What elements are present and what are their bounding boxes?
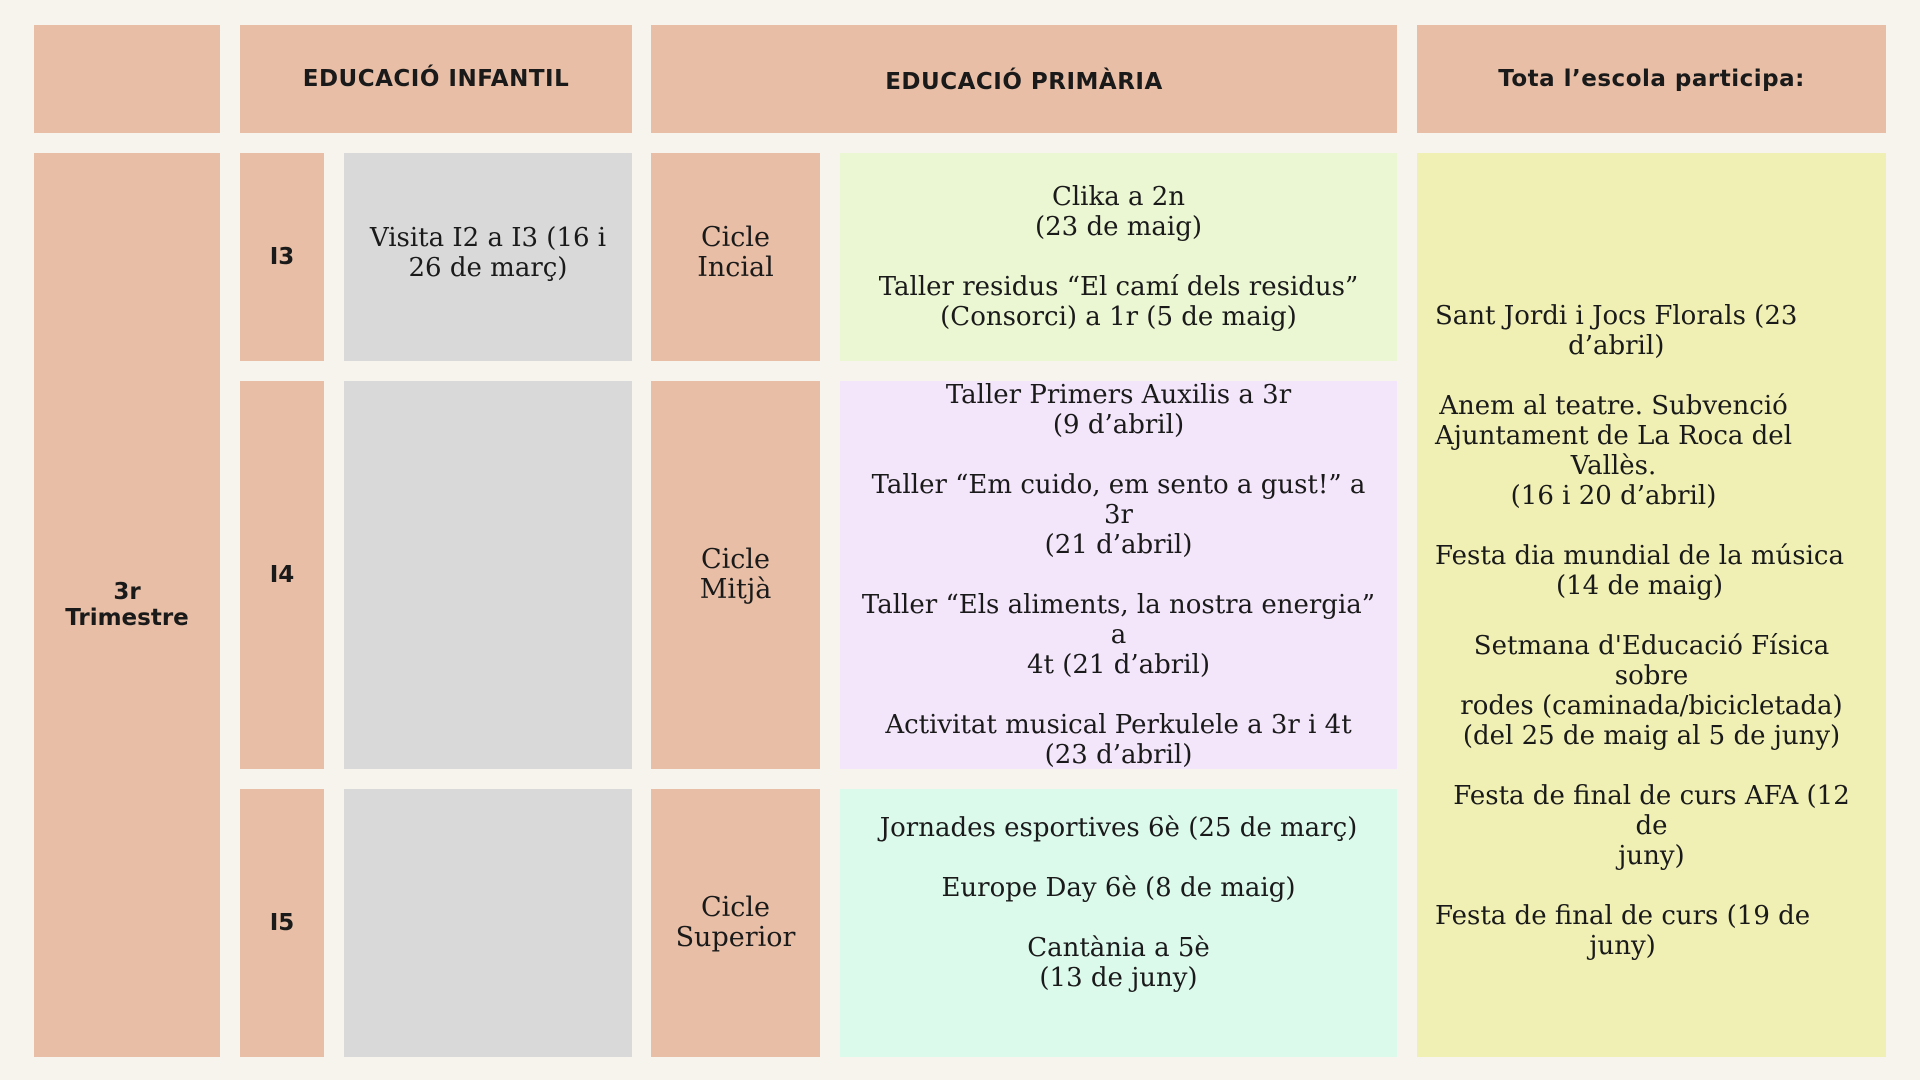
infantil-activity-cell (344, 153, 632, 361)
header-corner-cell (34, 25, 220, 133)
escola-activity-item: Festa de final de curs AFA (12 de juny) (1453, 781, 1850, 871)
primaria-activities-cell (840, 153, 1397, 361)
infantil-activity-text: Visita I2 a I3 (16 i 26 de març) (369, 223, 607, 283)
activity-item: Taller “Em cuido, em sento a gust!” a 3r (21 d’abril) (871, 470, 1366, 560)
infantil-level-cell (240, 789, 324, 1057)
escola-activity-item: Festa de final de curs (19 de juny) (1435, 901, 1811, 961)
escola-activities-cell (1417, 153, 1886, 1057)
escola-activity-item: Anem al teatre. Subvenció Ajuntament de La Roca del Vallès. (16 i 20 d’abril) (1435, 391, 1793, 511)
primaria-cycle-cell (651, 153, 820, 361)
activity-item: Taller “Els aliments, la nostra energia” a 4t (21 d’abril) (861, 590, 1376, 680)
infantil-level-cell (240, 153, 324, 361)
header-educacio-infantil (240, 25, 632, 133)
header-primaria-label: EDUCACIÓ PRIMÀRIA (885, 69, 1163, 95)
activity-item: Activitat musical Perkulele a 3r i 4t (23 d’abril) (885, 710, 1352, 770)
header-educacio-primaria (651, 25, 1397, 133)
trimestre-cell (34, 153, 220, 1057)
activity-item: Clika a 2n (23 de maig) (1034, 182, 1203, 242)
header-infantil-label: EDUCACIÓ INFANTIL (302, 66, 570, 92)
escola-activity-item: Setmana d'Educació Física sobre rodes (caminada/bicicletada) (del 25 de maig al 5 de juny) (1460, 631, 1843, 751)
escola-activity-item: Festa dia mundial de la música (14 de maig) (1435, 541, 1844, 601)
activity-item: Taller residus “El camí dels residus” (Consorci) a 1r (5 de maig) (878, 272, 1359, 332)
infantil-level-label: I4 (269, 562, 295, 588)
infantil-activity-cell (344, 789, 632, 1057)
escola-activity-item: Sant Jordi i Jocs Florals (23 d’abril) (1435, 301, 1798, 361)
cycle-label: Cicle Superior (675, 892, 796, 953)
cycle-label: Cicle Incial (697, 222, 774, 283)
header-escola-label: Tota l’escola participa: (1498, 66, 1805, 92)
infantil-activity-cell (344, 381, 632, 769)
infantil-level-label: I5 (269, 910, 295, 936)
activity-item: Jornades esportives 6è (25 de març) (879, 813, 1358, 843)
primaria-activities-cell (840, 789, 1397, 1057)
cycle-label: Cicle Mitjà (699, 544, 772, 605)
header-tota-escola (1417, 25, 1886, 133)
primaria-cycle-cell (651, 789, 820, 1057)
activity-item: Europe Day 6è (8 de maig) (941, 873, 1296, 903)
trimestre-label: 3r Trimestre (65, 579, 189, 631)
activity-item: Taller Primers Auxilis a 3r (9 d’abril) (945, 380, 1292, 440)
activity-item: Cantània a 5è (13 de juny) (1027, 933, 1210, 993)
primaria-activities-cell (840, 381, 1397, 769)
primaria-cycle-cell (651, 381, 820, 769)
infantil-level-cell (240, 381, 324, 769)
infantil-level-label: I3 (269, 244, 295, 270)
